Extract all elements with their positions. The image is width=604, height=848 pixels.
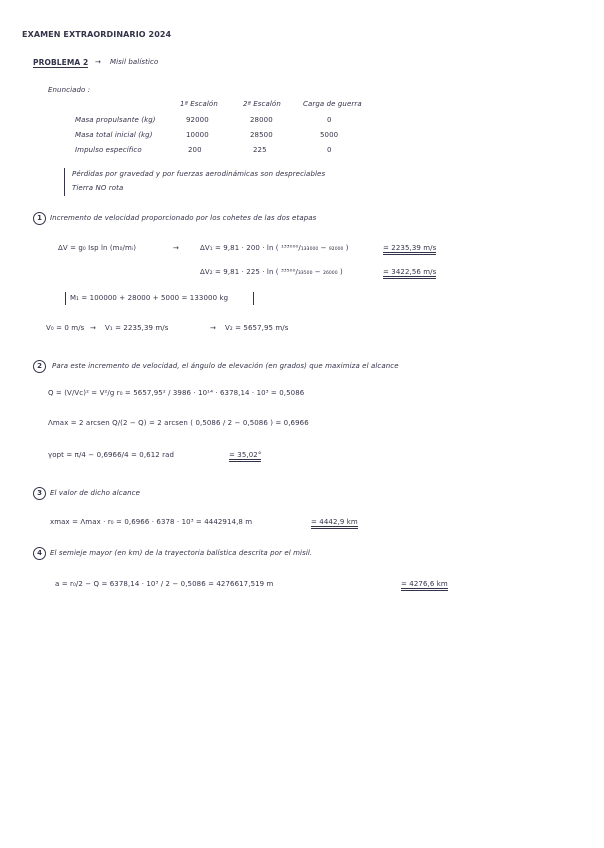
q4-result: = 4276,6 km xyxy=(401,580,448,591)
col-header-1: 1ª Escalón xyxy=(180,100,218,108)
q1-arrow-1: → xyxy=(173,244,179,252)
q2-gamma-formula: γopt = π/4 − 0,6966/4 = 0,612 rad xyxy=(48,451,175,459)
q1-chain-arrow-2: → xyxy=(210,324,216,332)
q2-gamma-result: = 35,02° xyxy=(229,451,261,462)
note-earth: Tierra NO rota xyxy=(72,184,124,192)
question-2-text: Para este incremento de velocidad, el ángulo de elevación (en grados) que maximiza el alcance xyxy=(52,362,399,370)
row-total-mass-v1: 10000 xyxy=(186,131,209,139)
row-total-mass-v3: 5000 xyxy=(320,131,339,139)
row-propellant-v3: 0 xyxy=(327,116,332,124)
row-isp-v1: 200 xyxy=(188,146,202,154)
row-propellant-v2: 28000 xyxy=(250,116,273,124)
row-label-propellant: Masa propulsante (kg) xyxy=(75,116,156,124)
q3-formula: xmax = Λmax · r₀ = 0,6966 · 6378 · 10³ = 4442914,8 m xyxy=(50,518,253,526)
mass-bracket-left xyxy=(65,292,66,305)
q4-formula: a = r₀/2 − Q = 6378,14 · 10³ / 2 − 0,5086 = 4276617,519 m xyxy=(55,580,274,588)
row-propellant-v1: 92000 xyxy=(186,116,209,124)
col-header-2: 2ª Escalón xyxy=(243,100,281,108)
mass-bracket-right xyxy=(253,292,254,305)
question-1-number: 1 xyxy=(33,212,46,225)
statement-label: Enunciado : xyxy=(48,86,91,94)
q1-dv1-result: = 2235,39 m/s xyxy=(383,244,436,255)
q1-v0: V₀ = 0 m/s xyxy=(46,324,85,332)
row-label-total-mass: Masa total inicial (kg) xyxy=(75,131,153,139)
notes-bracket xyxy=(64,168,65,196)
question-3-text: El valor de dicho alcance xyxy=(50,489,140,497)
q1-dv2-result: = 3422,56 m/s xyxy=(383,268,436,279)
q1-dv2-formula: ΔV₂ = 9,81 · 225 · ln ( ³³⁵⁰⁰/₃₃₅₀₀ − ₂₆₀₀₀ ) xyxy=(200,268,343,276)
q1-initial-mass: M₁ = 100000 + 28000 + 5000 = 133000 kg xyxy=(70,294,229,302)
row-isp-v2: 225 xyxy=(253,146,267,154)
question-4-number: 4 xyxy=(33,547,46,560)
q1-v2: V₂ = 5657,95 m/s xyxy=(225,324,289,332)
row-label-isp: Impulso específico xyxy=(75,146,142,154)
note-losses: Pérdidas por gravedad y por fuerzas aerodinámicas son despreciables xyxy=(72,170,326,178)
row-isp-v3: 0 xyxy=(327,146,332,154)
exam-title: EXAMEN EXTRAORDINARIO 2024 xyxy=(22,30,172,39)
problem-topic: Misil balístico xyxy=(110,58,159,66)
problem-arrow: → xyxy=(95,58,101,66)
row-total-mass-v2: 28500 xyxy=(250,131,273,139)
problem-label: PROBLEMA 2 xyxy=(33,58,89,67)
q1-v1: V₁ = 2235,39 m/s xyxy=(105,324,169,332)
q1-chain-arrow-1: → xyxy=(90,324,96,332)
col-header-3: Carga de guerra xyxy=(303,100,362,108)
q2-q-formula: Q = (V/Vc)² = V²/g r₀ = 5657,95² / 3986 · 10¹⁴ · 6378,14 · 10³ = 0,5086 xyxy=(48,389,305,397)
question-4-text: El semieje mayor (en km) de la trayectoria balística descrita por el misil. xyxy=(50,549,313,557)
q2-lambda-formula: Λmax = 2 arcsen Q/(2 − Q) = 2 arcsen ( 0,5086 / 2 − 0,5086 ) = 0,6966 xyxy=(48,419,309,427)
question-1-text: Incremento de velocidad proporcionado por los cohetes de las dos etapas xyxy=(50,214,317,222)
question-2-number: 2 xyxy=(33,360,46,373)
q1-dv1-formula: ΔV₁ = 9,81 · 200 · ln ( ¹³³⁰⁰⁰/₁₃₃₀₀₀ − ₉₂₀₀₀ ) xyxy=(200,244,349,252)
question-3-number: 3 xyxy=(33,487,46,500)
q1-rocket-equation: ΔV = g₀ Isp ln (m₀/mᵢ) xyxy=(58,244,137,252)
q3-result: = 4442,9 km xyxy=(311,518,358,529)
